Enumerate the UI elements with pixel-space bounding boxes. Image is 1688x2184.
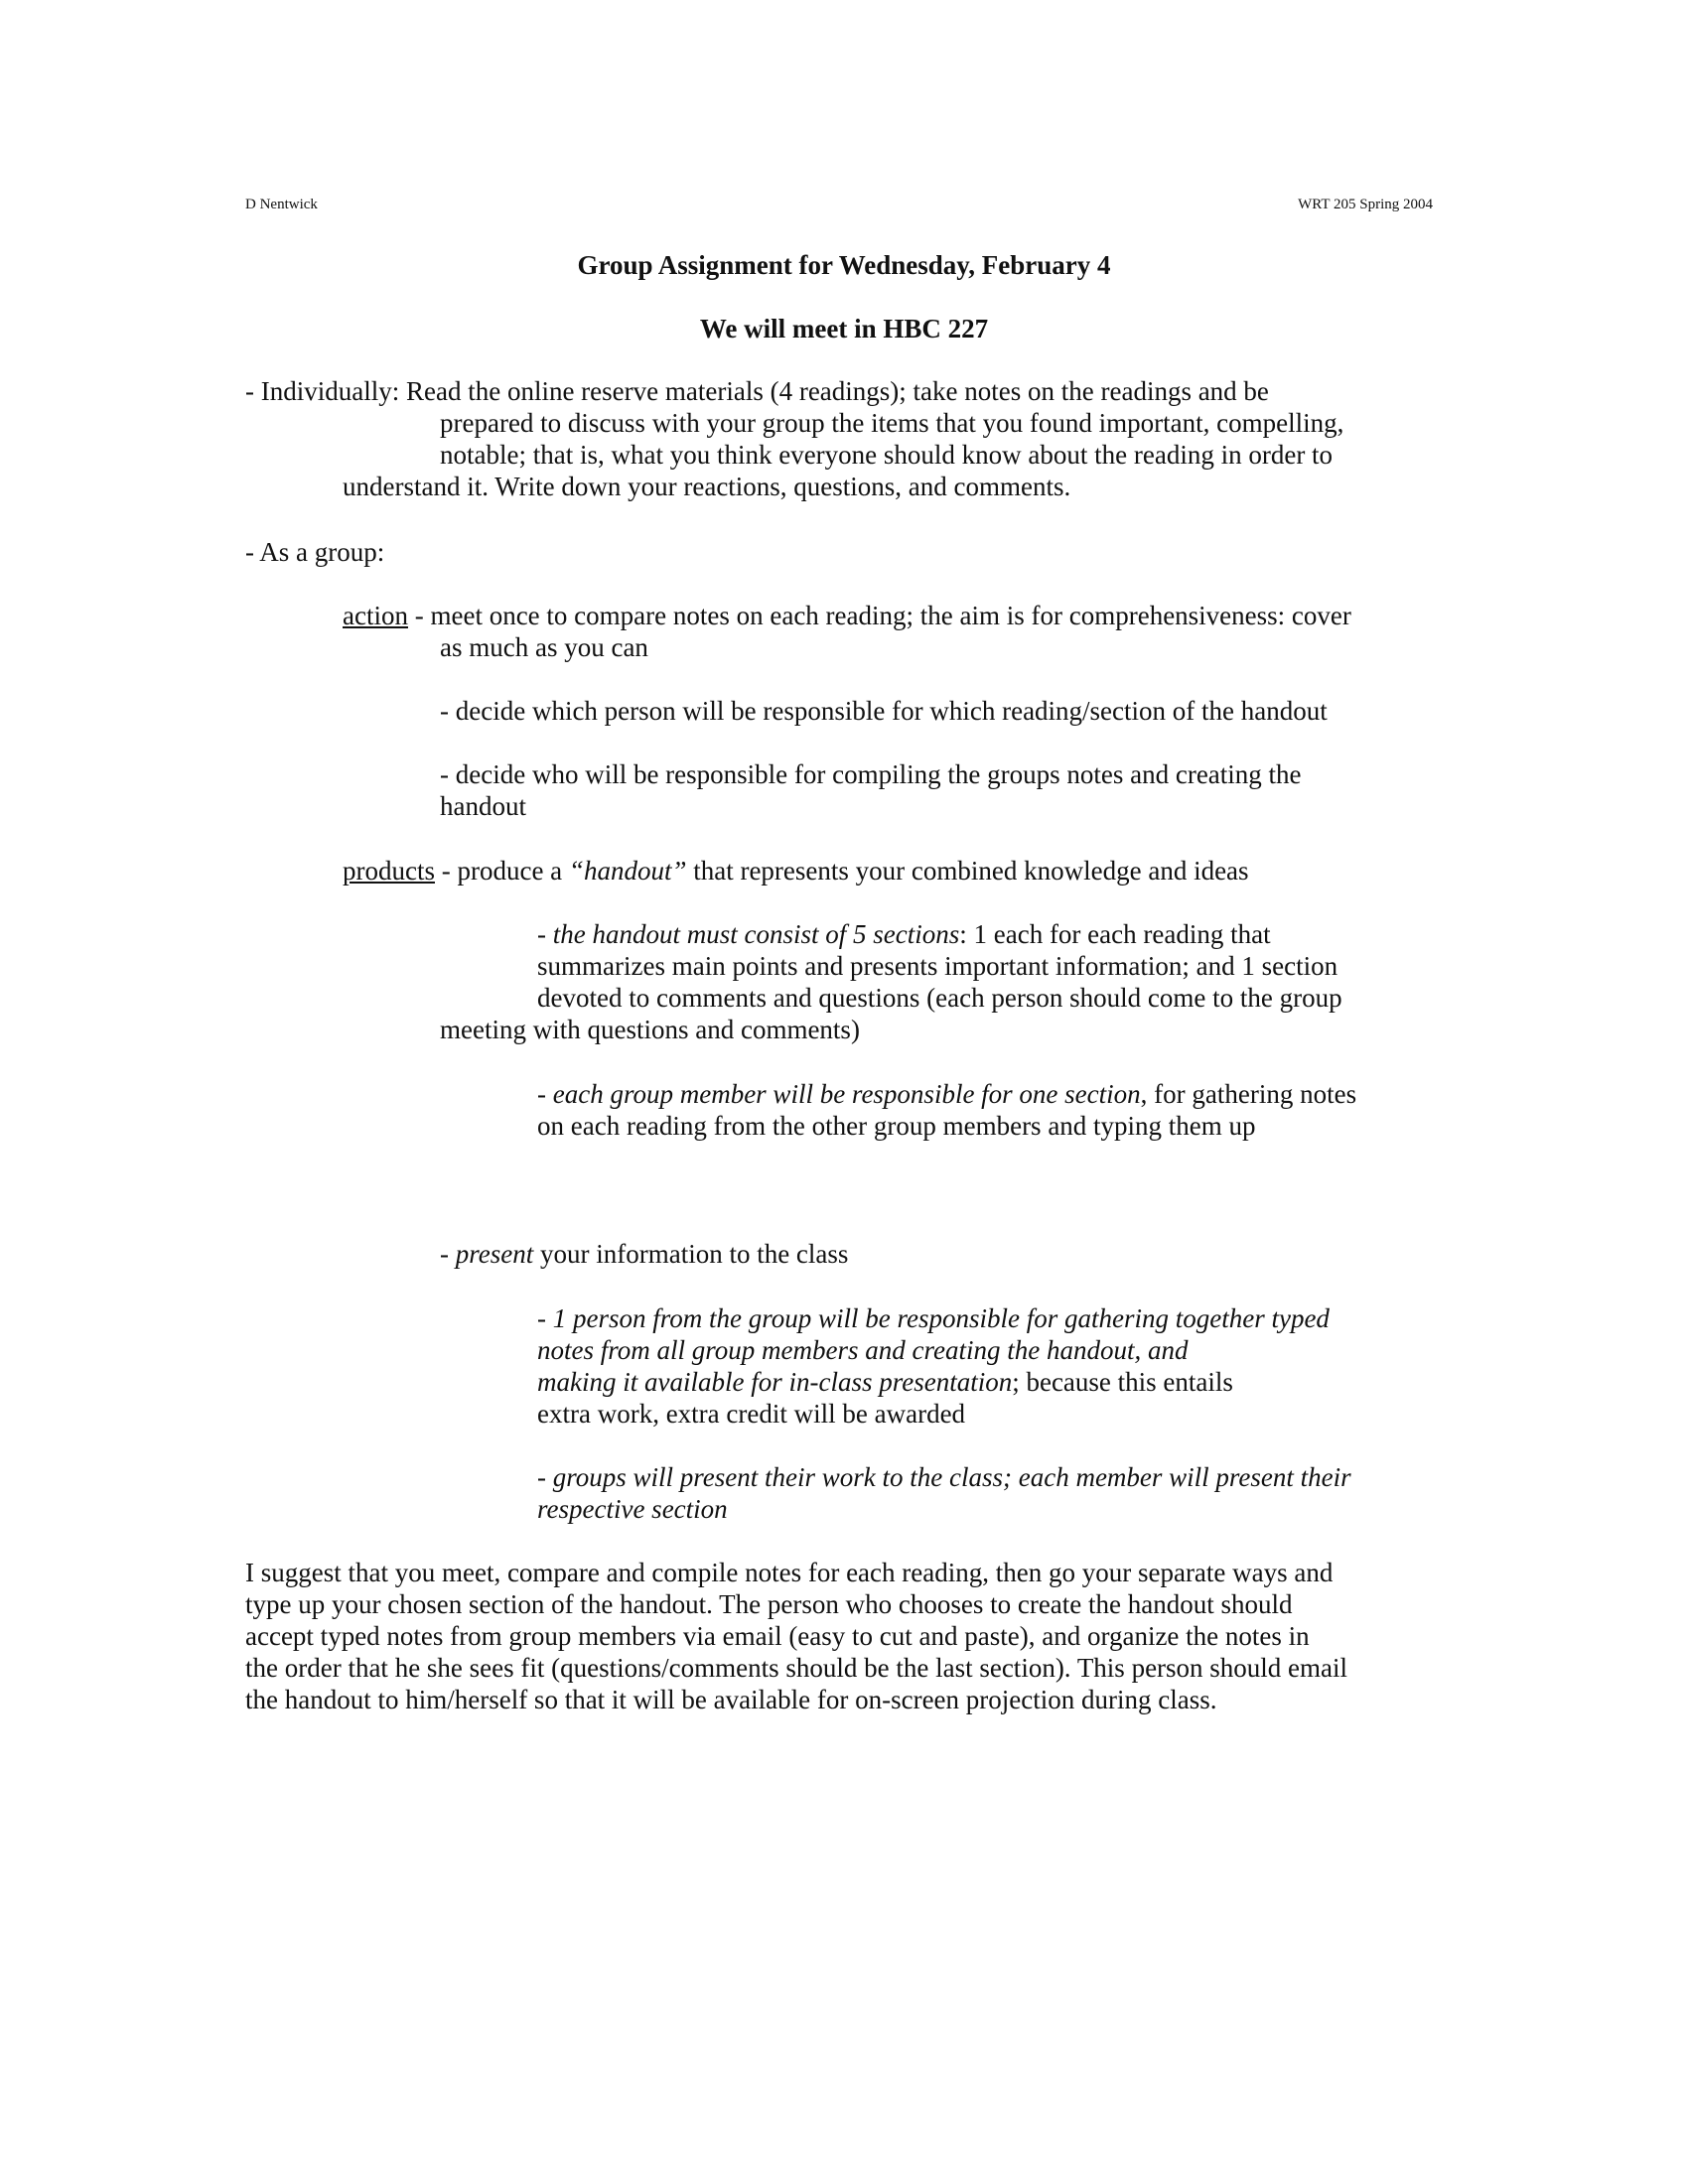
closing-line-3: accept typed notes from group members via email (easy to cut and paste), and organize the notes in	[245, 1621, 1310, 1651]
present-dash: -	[440, 1239, 456, 1269]
action-text-1: - meet once to compare notes on each reading; the aim is for comprehensiveness: cover	[407, 601, 1351, 630]
present-italic: present	[455, 1239, 534, 1269]
closing-line-4: the order that he she sees fit (questions/comments should be the last section). This person should email	[245, 1653, 1348, 1683]
present-rest: your information to the class	[533, 1239, 849, 1269]
present-p2-line-2: respective section	[537, 1494, 728, 1524]
present-p1-rest: ; because this entails	[1012, 1367, 1233, 1397]
member-line-2: on each reading from the other group members and typing them up	[537, 1111, 1256, 1141]
page-title: Group Assignment for Wednesday, February 4	[577, 250, 1111, 280]
present-p1-line-4: extra work, extra credit will be awarded	[537, 1399, 966, 1429]
present-p1-italic: making it available for in-class presentation	[537, 1367, 1013, 1397]
action-item-3-line-1: - decide who will be responsible for compiling the groups notes and creating the	[440, 759, 1302, 789]
action-label: action	[343, 601, 408, 630]
products-intro-post: that represents your combined knowledge and ideas	[686, 856, 1249, 886]
products-intro-pre: - produce a	[434, 856, 569, 886]
closing-line-1: I suggest that you meet, compare and compile notes for each reading, then go your separate ways and	[245, 1558, 1334, 1587]
present-p1-line-3	[537, 1369, 1233, 1396]
individually-line-2: prepared to discuss with your group the items that you found important, compelling,	[440, 408, 1344, 438]
individually-line-1	[245, 378, 1269, 405]
action-line-1	[343, 603, 1351, 629]
action-item-3-line-2: handout	[440, 791, 526, 821]
present-p1-line-2: notes from all group members and creating the handout, and	[537, 1335, 1189, 1365]
page-subtitle: We will meet in HBC 227	[699, 314, 989, 343]
sections-italic: - the handout must consist of 5 sections	[537, 919, 960, 949]
present-p2-line-1: - groups will present their work to the class; each member will present their	[537, 1462, 1351, 1492]
individually-line-3: notable; that is, what you think everyone should know about the reading in order to	[440, 440, 1334, 470]
individually-text-1: Read the online reserve materials (4 readings); take notes on the readings and be	[405, 376, 1269, 406]
member-rest: , for gathering notes	[1140, 1079, 1357, 1109]
header-course: WRT 205 Spring 2004	[1298, 197, 1433, 212]
sections-line-2: summarizes main points and presents important information; and 1 section	[537, 951, 1338, 981]
products-intro-italic: “handout”	[568, 856, 687, 886]
header-author: D Nentwick	[245, 197, 318, 212]
sections-rest: : 1 each for each reading that	[959, 919, 1271, 949]
action-line-2: as much as you can	[440, 632, 648, 662]
closing-line-5: the handout to him/herself so that it will be available for on-screen projection during class.	[245, 1685, 1217, 1714]
sections-line-1	[537, 921, 1271, 948]
member-line-1	[537, 1081, 1356, 1108]
closing-line-2: type up your chosen section of the handout. The person who chooses to create the handout should	[245, 1589, 1293, 1619]
sections-line-3: devoted to comments and questions (each person should come to the group	[537, 983, 1342, 1013]
products-line-1	[343, 858, 1249, 885]
sections-line-4: meeting with questions and comments)	[440, 1015, 860, 1044]
member-italic: - each group member will be responsible for one section	[537, 1079, 1141, 1109]
individually-line-4: understand it. Write down your reactions, questions, and comments.	[343, 472, 1071, 501]
present-p1-line-1: - 1 person from the group will be responsible for gathering together typed	[537, 1303, 1330, 1333]
action-item-2: - decide which person will be responsible for which reading/section of the handout	[440, 696, 1328, 726]
products-label: products	[343, 856, 435, 886]
individually-label: - Individually:	[245, 376, 400, 406]
present-line	[440, 1241, 848, 1268]
group-label: - As a group:	[245, 537, 385, 567]
